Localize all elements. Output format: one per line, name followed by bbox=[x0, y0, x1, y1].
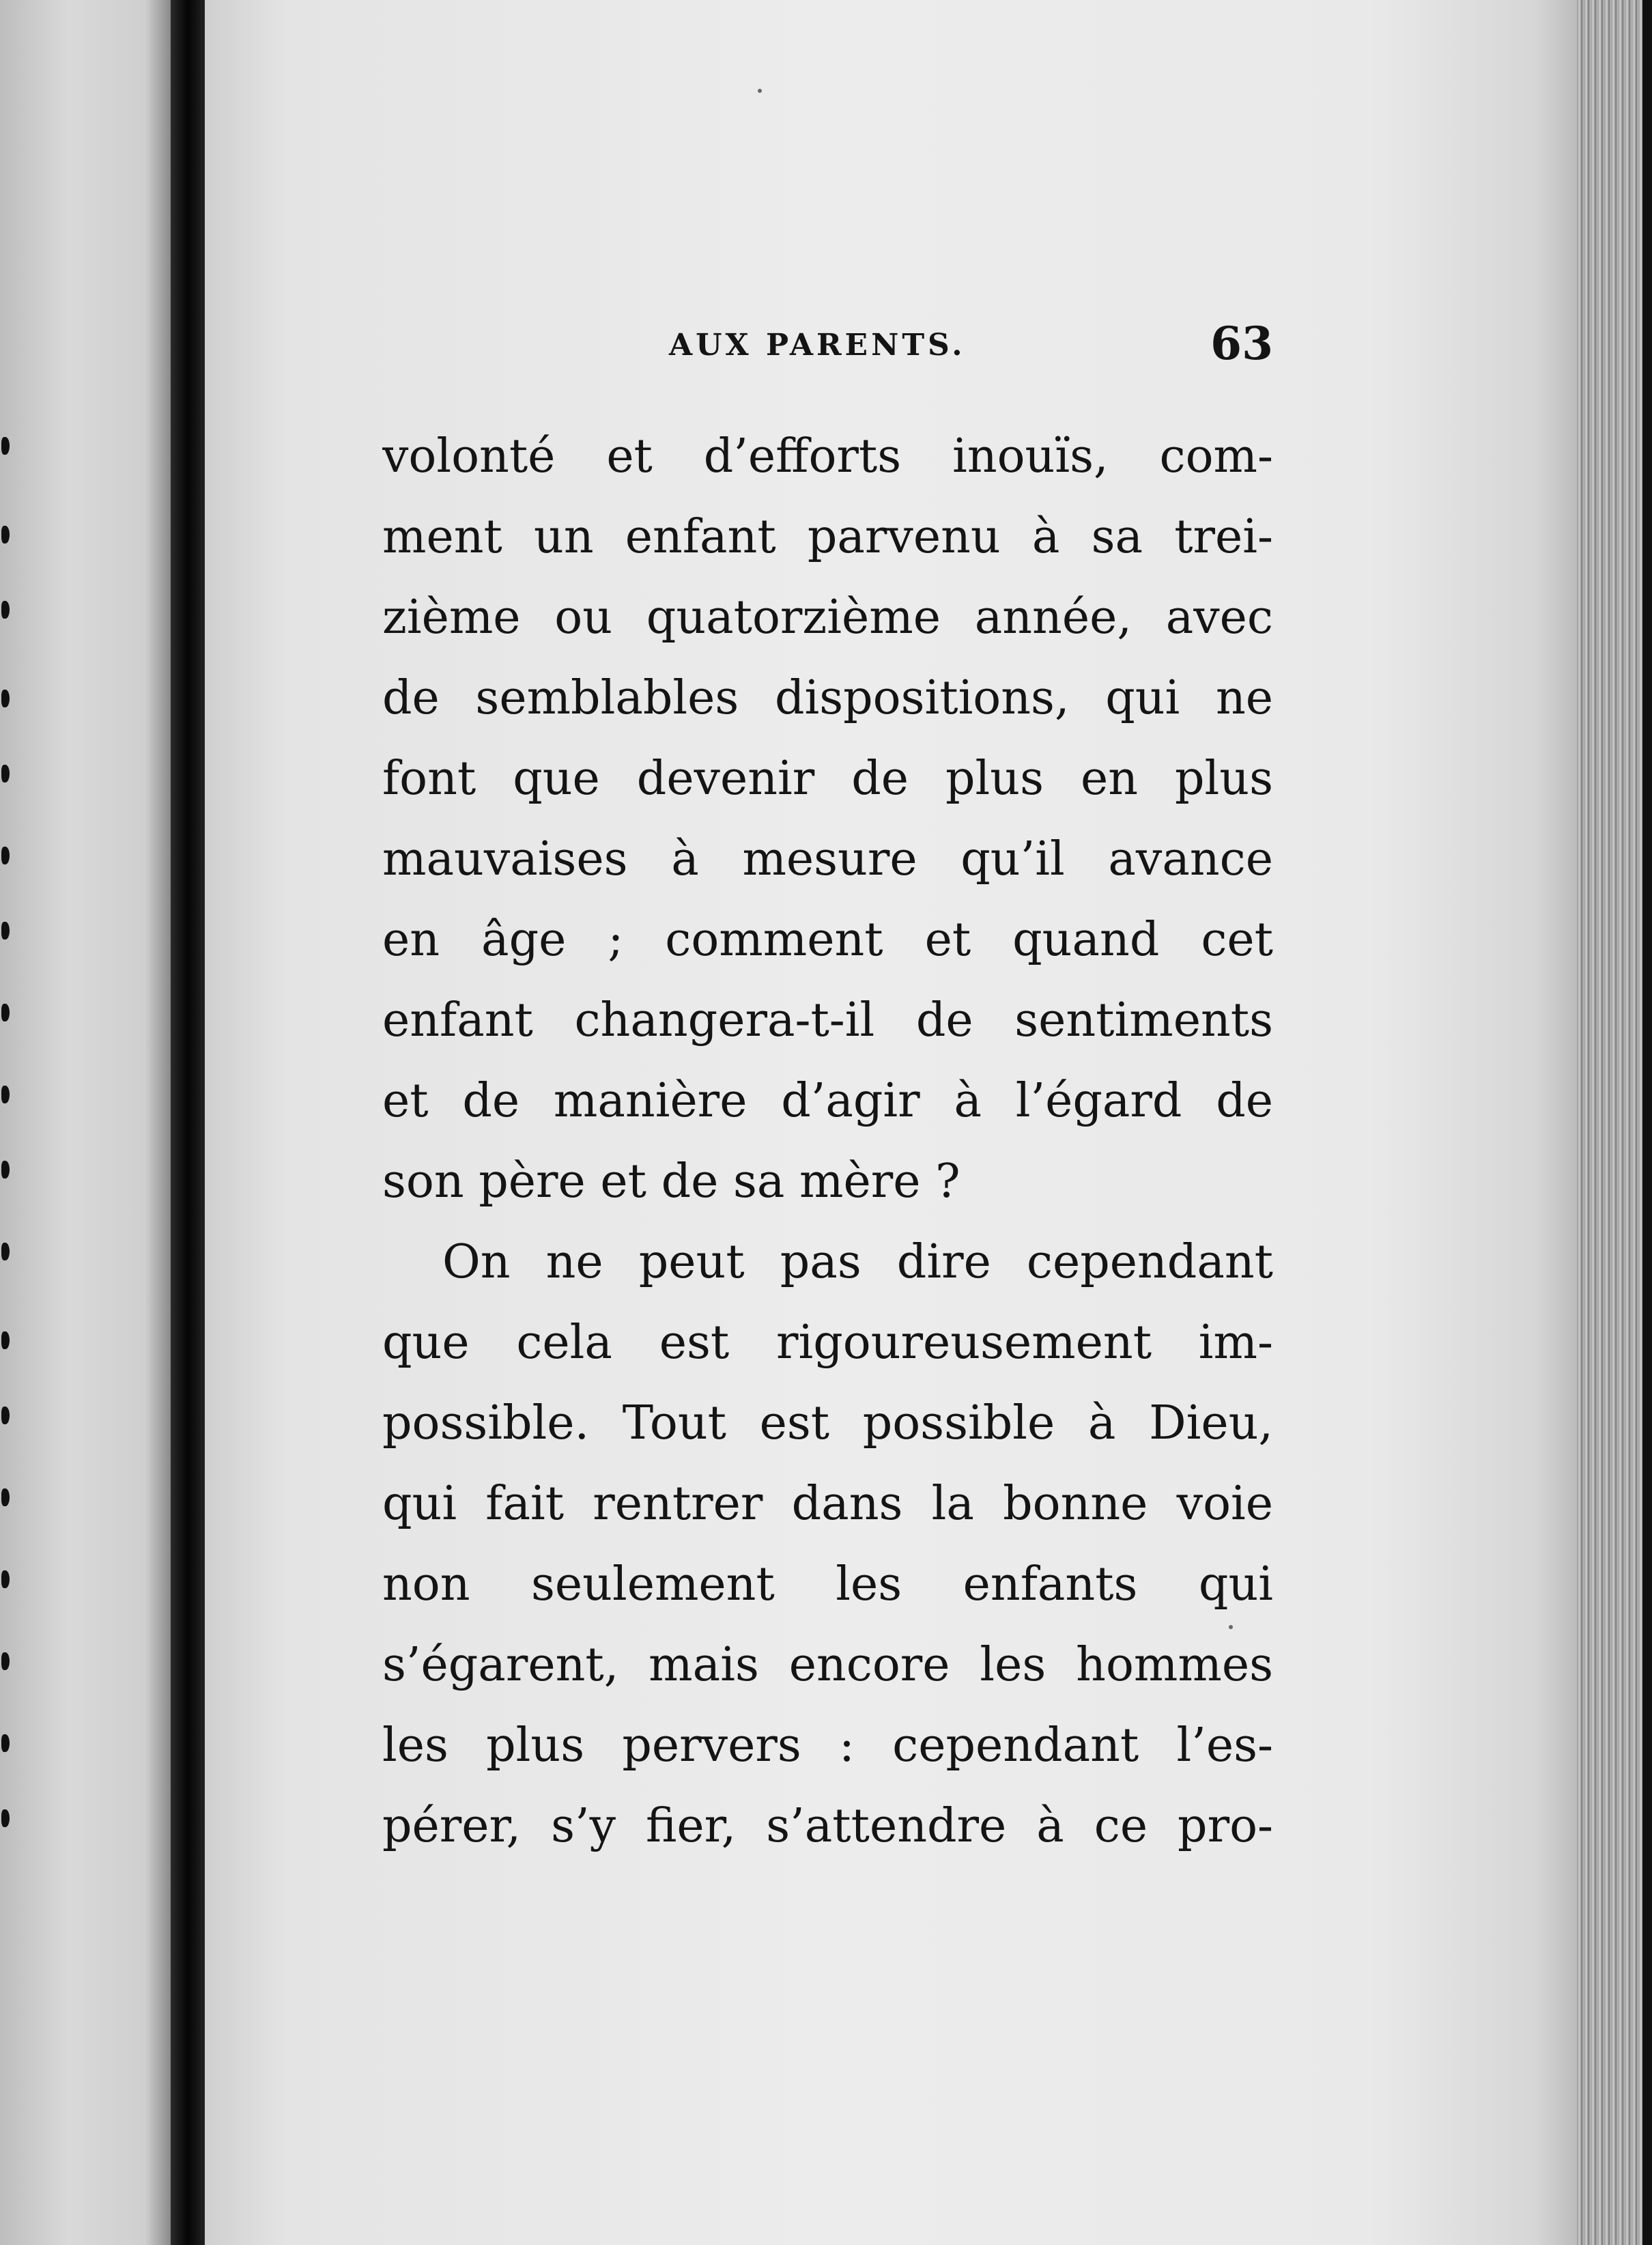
text-line: s’égarent, mais encore les hommes bbox=[382, 1638, 1273, 1692]
paragraph-first-line: On ne peut pas dire cependant bbox=[442, 1235, 1273, 1289]
text-line: enfant changera-t-il de sentiments bbox=[382, 993, 1273, 1047]
paper-speck bbox=[758, 89, 762, 93]
page-number: 63 bbox=[1210, 317, 1273, 370]
text-line: en âge ; comment et quand cet bbox=[382, 913, 1273, 967]
running-head bbox=[382, 314, 1273, 382]
text-line: de semblables dispositions, qui ne bbox=[382, 671, 1273, 725]
paragraph-last-line: son père et de sa mère ? bbox=[382, 1155, 960, 1209]
book-gutter bbox=[171, 0, 205, 2245]
text-line: ment un enfant parvenu à sa trei- bbox=[382, 510, 1273, 564]
text-line: pérer, s’y fier, s’attendre à ce pro- bbox=[382, 1799, 1273, 1853]
page-stack-edge bbox=[1577, 0, 1652, 2245]
running-head-title: AUX PARENTS. bbox=[669, 328, 966, 363]
text-line: les plus pervers : cependant l’es- bbox=[382, 1719, 1273, 1773]
text-line: possible. Tout est possible à Dieu, bbox=[382, 1396, 1273, 1450]
text-line: volonté et d’efforts inouïs, com- bbox=[382, 429, 1273, 483]
text-line: mauvaises à mesure qu’il avance bbox=[382, 832, 1273, 886]
text-line: zième ou quatorzième année, avec bbox=[382, 591, 1273, 645]
text-line: non seulement les enfants qui bbox=[382, 1557, 1273, 1611]
text-line: font que devenir de plus en plus bbox=[382, 752, 1273, 806]
text-line: que cela est rigoureusement im- bbox=[382, 1316, 1273, 1370]
text-line: qui fait rentrer dans la bonne voie bbox=[382, 1477, 1273, 1531]
text-line: et de manière d’agir à l’égard de bbox=[382, 1074, 1273, 1128]
body-text bbox=[382, 416, 1273, 1867]
facing-page-edge bbox=[0, 0, 171, 2245]
